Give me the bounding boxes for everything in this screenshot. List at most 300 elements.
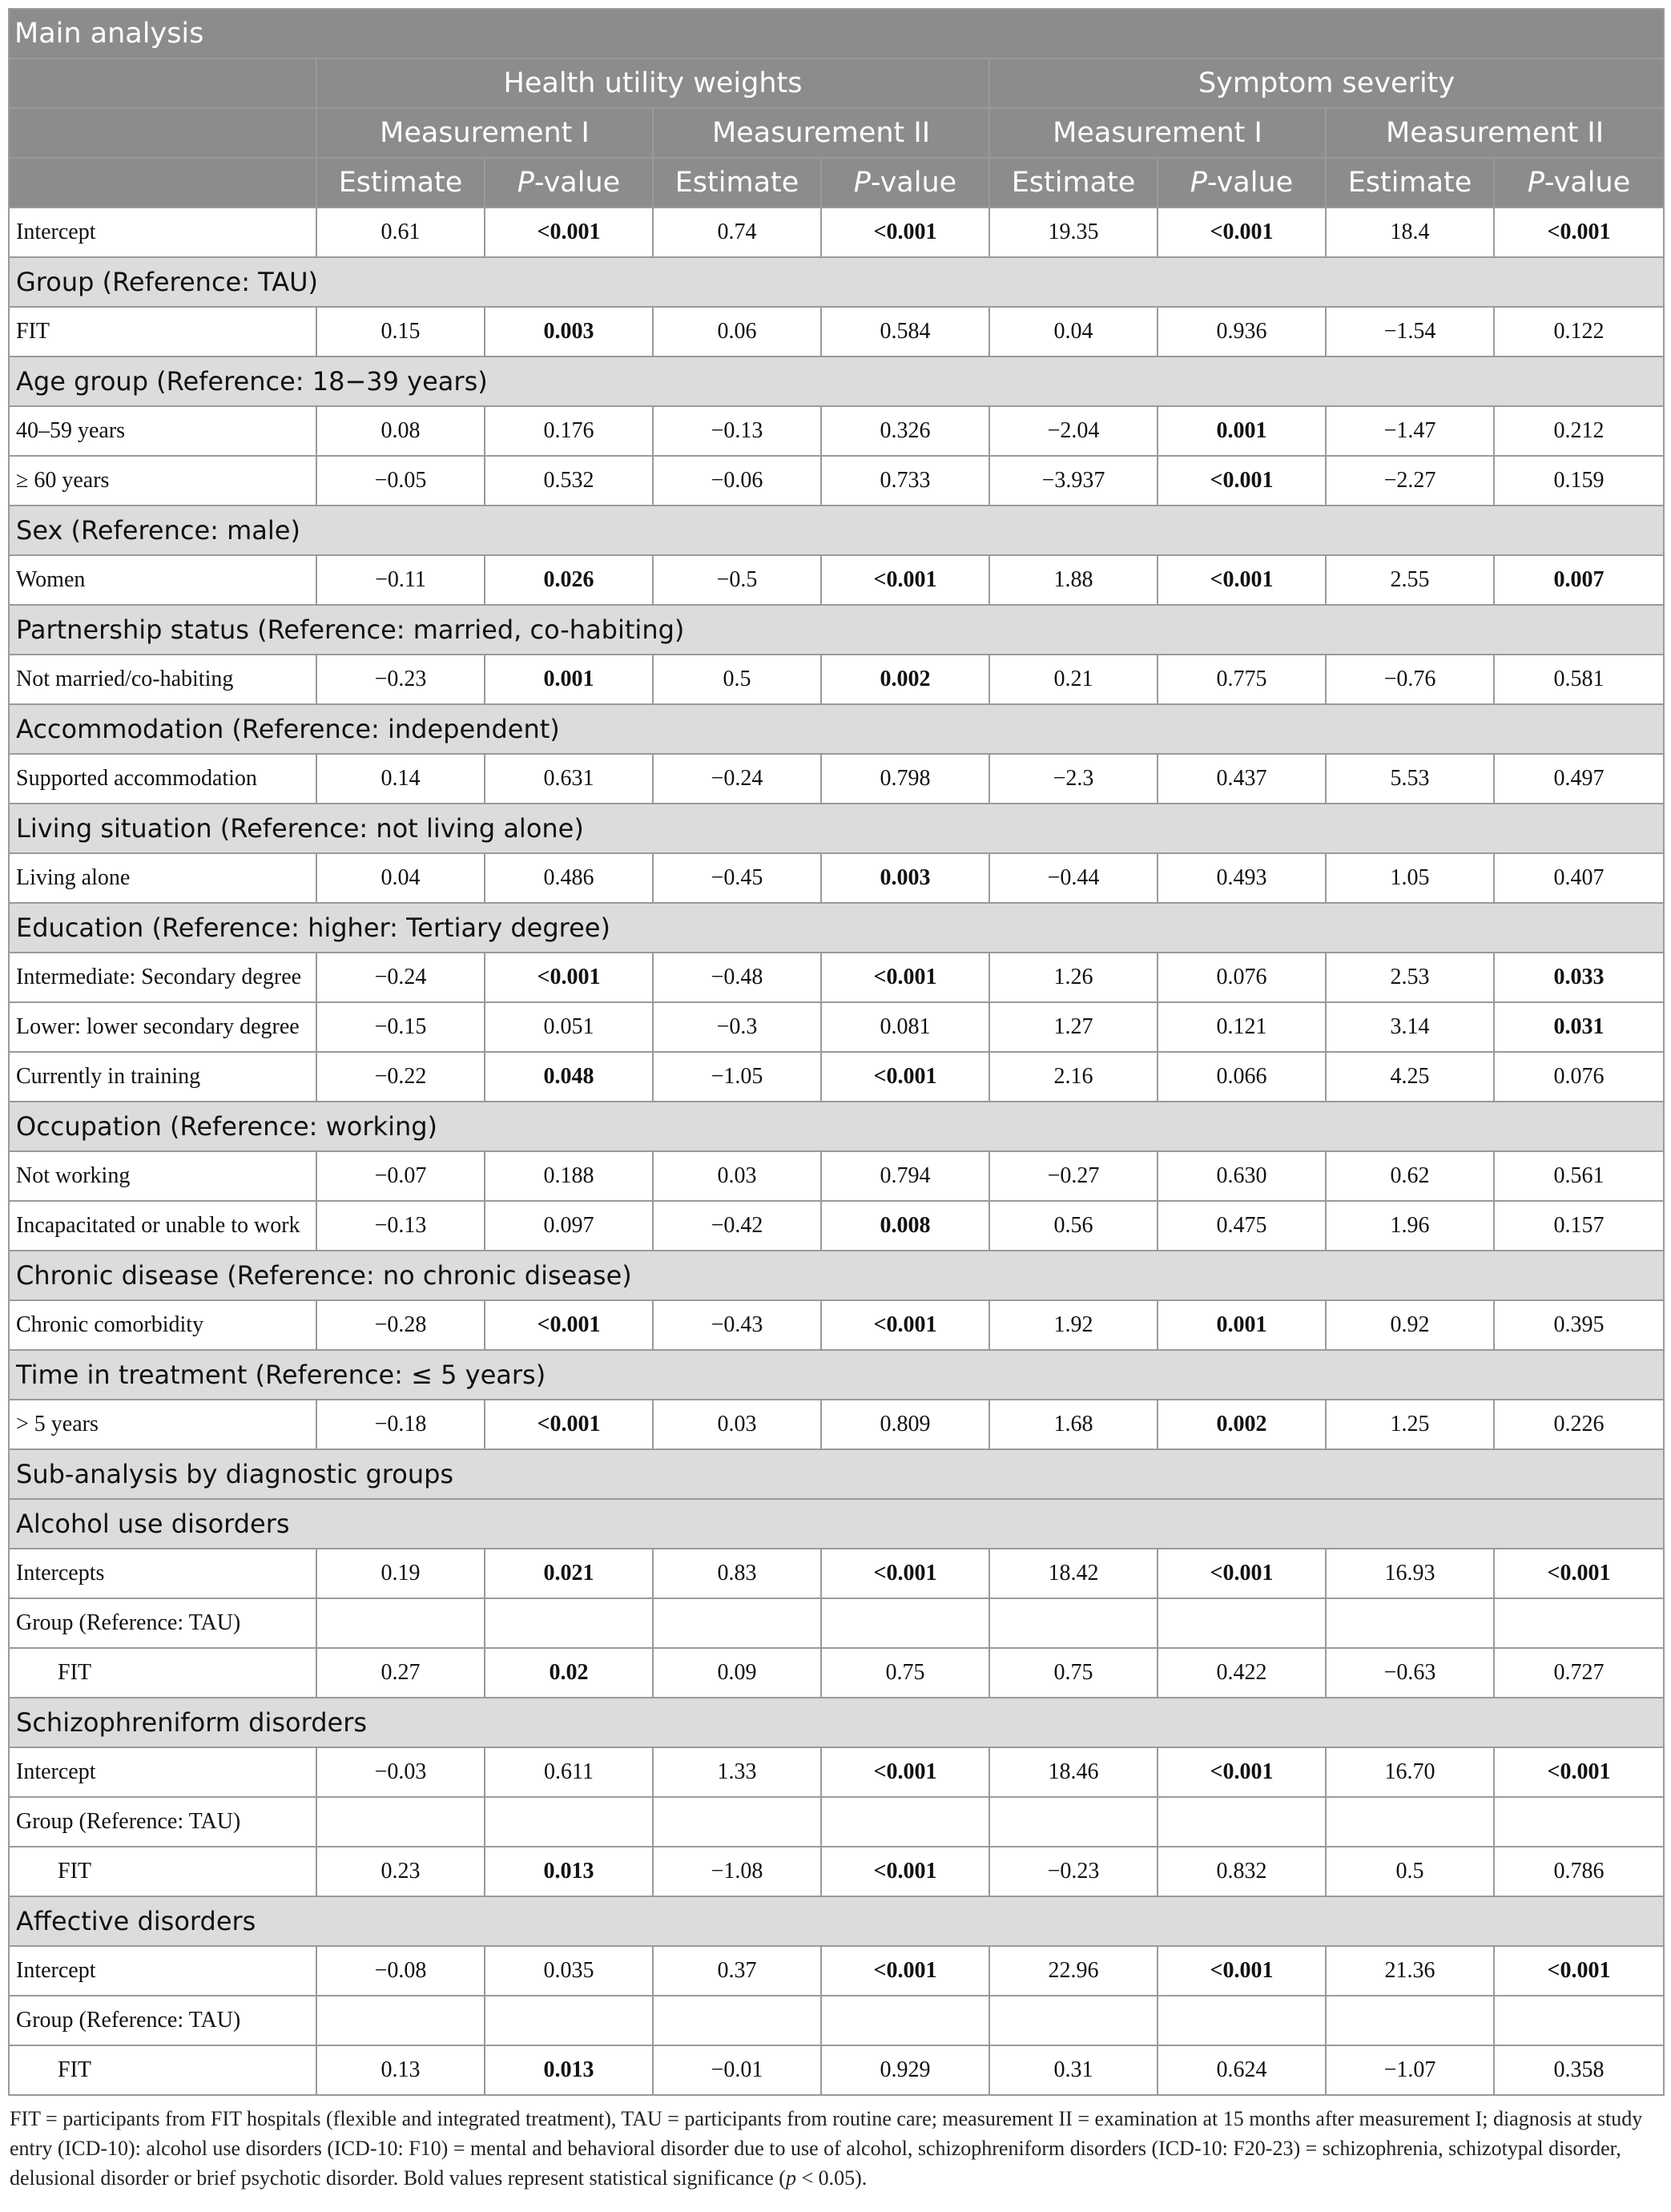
p-letter: P	[853, 167, 871, 199]
p-value-cell	[485, 1052, 653, 1102]
cell-value: −0.03	[374, 1759, 427, 1784]
cell-value: 0.21	[1053, 667, 1093, 691]
estimate-cell	[316, 1549, 485, 1598]
cell-value: −0.07	[374, 1163, 427, 1188]
cell-value: 0.775	[1216, 667, 1267, 691]
cell-value: 0.74	[717, 220, 757, 244]
estimate-cell	[1326, 456, 1494, 506]
measurement-header: Measurement II	[653, 108, 989, 158]
p-value-cell	[485, 853, 653, 903]
estimate-cell	[316, 1151, 485, 1201]
p-value-cell	[821, 2045, 989, 2095]
estimate-cell	[653, 1052, 821, 1102]
estimate-cell	[316, 1847, 485, 1896]
table-row	[9, 555, 1664, 605]
cell-value: 0.051	[543, 1014, 594, 1039]
estimate-cell	[1326, 1747, 1494, 1797]
p-value-cell	[485, 456, 653, 506]
table-row	[9, 456, 1664, 506]
significant-value: <0.001	[537, 1412, 601, 1436]
estimate-cell	[316, 1598, 485, 1648]
estimate-cell	[653, 1598, 821, 1648]
cell-value: 19.35	[1048, 220, 1099, 244]
p-value-cell	[485, 1598, 653, 1648]
p-suffix: -value	[1544, 167, 1631, 199]
cell-value: −1.08	[711, 1859, 763, 1884]
cell-value: 0.09	[717, 1660, 757, 1685]
significant-value: <0.001	[1210, 220, 1274, 244]
significant-value: 0.003	[543, 319, 594, 344]
estimate-cell	[989, 406, 1158, 456]
estimate-cell	[653, 1797, 821, 1847]
p-value-cell	[485, 1400, 653, 1449]
main-analysis-heading: Main analysis	[9, 9, 1664, 58]
section-label: Time in treatment (Reference: ≤ 5 years)	[9, 1350, 1664, 1400]
cell-value: 0.631	[543, 766, 594, 791]
row-label: Group (Reference: TAU)	[9, 1996, 316, 2045]
p-value-cell	[821, 1946, 989, 1996]
cell-value: 2.16	[1053, 1064, 1093, 1089]
estimate-cell	[989, 1996, 1158, 2045]
estimate-cell	[989, 1946, 1158, 1996]
cell-value: −0.23	[1047, 1859, 1100, 1884]
p-value-cell	[1158, 1996, 1326, 2045]
p-value-cell	[1494, 754, 1664, 804]
row-label: Intermediate: Secondary degree	[9, 953, 316, 1002]
table-row	[9, 1400, 1664, 1449]
cell-value: 3.14	[1390, 1014, 1430, 1039]
estimate-cell	[1326, 853, 1494, 903]
estimate-cell	[1326, 1201, 1494, 1251]
estimate-cell	[1326, 655, 1494, 704]
p-value-cell	[1494, 1201, 1664, 1251]
p-value-cell	[1158, 1797, 1326, 1847]
cell-value: 0.832	[1216, 1859, 1267, 1884]
estimate-cell	[989, 555, 1158, 605]
estimate-cell	[1326, 1946, 1494, 1996]
estimate-cell	[989, 1151, 1158, 1201]
cell-value: 18.42	[1048, 1561, 1099, 1585]
cell-value: 0.733	[880, 468, 931, 493]
p-value-cell	[1494, 1400, 1664, 1449]
significant-value: 0.001	[543, 667, 594, 691]
cell-value: 0.497	[1553, 766, 1605, 791]
estimate-cell	[1326, 406, 1494, 456]
estimate-cell	[989, 1747, 1158, 1797]
cell-value: −0.13	[711, 418, 763, 443]
cell-value: −0.22	[374, 1064, 427, 1089]
p-value-cell	[1494, 555, 1664, 605]
significant-value: <0.001	[873, 1859, 937, 1884]
estimate-cell	[653, 1201, 821, 1251]
cell-value: −0.44	[1047, 865, 1100, 890]
p-value-cell	[1158, 853, 1326, 903]
cell-value: −2.3	[1053, 766, 1094, 791]
cell-value: 0.936	[1216, 319, 1267, 344]
p-value-cell	[1158, 555, 1326, 605]
cell-value: 0.75	[1053, 1660, 1093, 1685]
section-label: Age group (Reference: 18−39 years)	[9, 357, 1664, 406]
cell-value: 0.122	[1553, 319, 1605, 344]
p-value-cell	[1494, 406, 1664, 456]
table-row	[9, 1946, 1664, 1996]
table-row	[9, 1201, 1664, 1251]
row-label: FIT	[9, 307, 316, 357]
row-label: ≥ 60 years	[9, 456, 316, 506]
p-value-cell	[1158, 406, 1326, 456]
p-value-header	[485, 158, 653, 208]
row-label: Supported accommodation	[9, 754, 316, 804]
p-value-cell	[485, 1201, 653, 1251]
header-row-title	[9, 9, 1664, 58]
p-value-cell	[1494, 1946, 1664, 1996]
section-label: Partnership status (Reference: married, co-habiting)	[9, 605, 1664, 655]
cell-value: 1.27	[1053, 1014, 1093, 1039]
estimate-header: Estimate	[316, 158, 485, 208]
p-value-cell	[1158, 1648, 1326, 1698]
p-value-cell	[821, 555, 989, 605]
row-label: > 5 years	[9, 1400, 316, 1449]
p-suffix: -value	[1206, 167, 1294, 199]
p-value-cell	[1158, 1151, 1326, 1201]
p-value-cell	[1494, 1797, 1664, 1847]
cell-value: 0.809	[880, 1412, 931, 1436]
cell-value: 0.066	[1216, 1064, 1267, 1089]
estimate-cell	[653, 1300, 821, 1350]
p-value-cell	[1158, 2045, 1326, 2095]
section-label: Group (Reference: TAU)	[9, 257, 1664, 307]
section-label: Affective disorders	[9, 1896, 1664, 1946]
cell-value: 0.5	[723, 667, 751, 691]
significant-value: <0.001	[1210, 1958, 1274, 1983]
cell-value: 0.75	[885, 1660, 925, 1685]
p-value-cell	[1494, 1598, 1664, 1648]
cell-value: 1.33	[717, 1759, 757, 1784]
estimate-cell	[989, 1400, 1158, 1449]
estimate-cell	[653, 456, 821, 506]
p-suffix: -value	[534, 167, 621, 199]
p-value-cell	[821, 754, 989, 804]
significant-value: 0.001	[1216, 418, 1267, 443]
significant-value: 0.031	[1553, 1014, 1605, 1039]
p-value-cell	[1158, 655, 1326, 704]
table-row	[9, 754, 1664, 804]
cell-value: 0.04	[381, 865, 421, 890]
measurement-header: Measurement I	[989, 108, 1326, 158]
cell-value: −0.15	[374, 1014, 427, 1039]
p-letter: P	[1190, 167, 1207, 199]
section-header-row	[9, 1350, 1664, 1400]
section-label: Alcohol use disorders	[9, 1499, 1664, 1549]
section-label: Chronic disease (Reference: no chronic disease)	[9, 1251, 1664, 1300]
significant-value: 0.02	[549, 1660, 589, 1685]
cell-value: 0.5	[1395, 1859, 1424, 1884]
p-value-cell	[821, 1151, 989, 1201]
estimate-cell	[989, 1201, 1158, 1251]
p-value-cell	[1158, 1201, 1326, 1251]
section-header-row	[9, 357, 1664, 406]
estimate-cell	[1326, 1549, 1494, 1598]
p-value-cell	[1494, 307, 1664, 357]
p-value-cell	[1494, 208, 1664, 257]
significant-value: <0.001	[873, 1064, 937, 1089]
cell-value: −0.24	[374, 965, 427, 989]
estimate-cell	[316, 1002, 485, 1052]
row-label: Not working	[9, 1151, 316, 1201]
p-value-cell	[1494, 1747, 1664, 1797]
table-row	[9, 655, 1664, 704]
row-label: FIT	[9, 2045, 316, 2095]
significant-value: <0.001	[873, 1312, 937, 1337]
cell-value: 0.19	[381, 1561, 421, 1585]
p-value-cell	[485, 1847, 653, 1896]
estimate-cell	[653, 406, 821, 456]
estimate-cell	[1326, 307, 1494, 357]
significant-value: <0.001	[873, 567, 937, 592]
estimate-cell	[316, 1648, 485, 1698]
estimate-cell	[316, 307, 485, 357]
row-label: FIT	[9, 1847, 316, 1896]
significant-value: <0.001	[873, 1958, 937, 1983]
estimate-cell	[316, 1747, 485, 1797]
estimate-cell	[316, 208, 485, 257]
cell-value: −3.937	[1041, 468, 1105, 493]
cell-value: −0.3	[716, 1014, 758, 1039]
p-value-cell	[485, 1300, 653, 1350]
p-value-cell	[485, 655, 653, 704]
estimate-cell	[653, 1549, 821, 1598]
estimate-cell	[653, 1151, 821, 1201]
p-value-cell	[821, 208, 989, 257]
p-value-cell	[1494, 1300, 1664, 1350]
significant-value: 0.008	[880, 1213, 931, 1238]
cell-value: 0.794	[880, 1163, 931, 1188]
p-value-cell	[1158, 1747, 1326, 1797]
cell-value: 0.407	[1553, 865, 1605, 890]
significant-value: <0.001	[1547, 1759, 1611, 1784]
section-header-row	[9, 1698, 1664, 1747]
estimate-cell	[989, 1549, 1158, 1598]
p-value-cell	[821, 1747, 989, 1797]
row-label: Women	[9, 555, 316, 605]
cell-value: 0.08	[381, 418, 421, 443]
section-label: Sub-analysis by diagnostic groups	[9, 1449, 1664, 1499]
cell-value: 0.422	[1216, 1660, 1267, 1685]
table-row	[9, 208, 1664, 257]
section-label: Occupation (Reference: working)	[9, 1102, 1664, 1151]
estimate-cell	[1326, 1400, 1494, 1449]
estimate-cell	[653, 1847, 821, 1896]
significant-value: <0.001	[1210, 1759, 1274, 1784]
cell-value: 0.37	[717, 1958, 757, 1983]
cell-value: −0.43	[711, 1312, 763, 1337]
significant-value: 0.013	[543, 1859, 594, 1884]
estimate-cell	[989, 1300, 1158, 1350]
table-row	[9, 1747, 1664, 1797]
p-letter: P	[1527, 167, 1544, 199]
p-value-cell	[485, 1648, 653, 1698]
cell-value: −0.05	[374, 468, 427, 493]
estimate-header: Estimate	[653, 158, 821, 208]
p-value-cell	[1158, 953, 1326, 1002]
estimate-cell	[1326, 1300, 1494, 1350]
section-header-row	[9, 506, 1664, 555]
cell-value: 0.212	[1553, 418, 1605, 443]
table-row	[9, 953, 1664, 1002]
row-label: Group (Reference: TAU)	[9, 1797, 316, 1847]
cell-value: 0.188	[543, 1163, 594, 1188]
cell-value: 1.92	[1053, 1312, 1093, 1337]
row-label: Currently in training	[9, 1052, 316, 1102]
estimate-cell	[653, 208, 821, 257]
cell-value: −0.18	[374, 1412, 427, 1436]
estimate-cell	[1326, 2045, 1494, 2095]
cell-value: 0.475	[1216, 1213, 1267, 1238]
p-value-cell	[1494, 1052, 1664, 1102]
significant-value: <0.001	[873, 965, 937, 989]
estimate-cell	[316, 555, 485, 605]
p-value-header	[1158, 158, 1326, 208]
cell-value: 0.326	[880, 418, 931, 443]
table-row	[9, 853, 1664, 903]
estimate-cell	[989, 1598, 1158, 1648]
cell-value: −0.08	[374, 1958, 427, 1983]
p-value-cell	[821, 1201, 989, 1251]
estimate-cell	[653, 1002, 821, 1052]
cell-value: 16.93	[1384, 1561, 1435, 1585]
table-row	[9, 1151, 1664, 1201]
cell-value: 18.46	[1048, 1759, 1099, 1784]
p-suffix: -value	[870, 167, 957, 199]
section-header-row	[9, 1102, 1664, 1151]
p-value-header	[821, 158, 989, 208]
estimate-header: Estimate	[1326, 158, 1494, 208]
cell-value: −2.27	[1383, 468, 1436, 493]
header-empty-cell	[9, 108, 316, 158]
cell-value: 0.31	[1053, 2057, 1093, 2082]
estimate-cell	[989, 1052, 1158, 1102]
p-value-cell	[485, 1747, 653, 1797]
cell-value: 0.929	[880, 2057, 931, 2082]
cell-value: −0.76	[1383, 667, 1436, 691]
p-value-cell	[485, 406, 653, 456]
section-label: Schizophreniform disorders	[9, 1698, 1664, 1747]
p-value-cell	[821, 456, 989, 506]
p-value-cell	[1494, 1549, 1664, 1598]
cell-value: −0.45	[711, 865, 763, 890]
p-value-cell	[821, 1797, 989, 1847]
estimate-cell	[989, 655, 1158, 704]
estimate-cell	[989, 1797, 1158, 1847]
p-value-cell	[1494, 1002, 1664, 1052]
cell-value: 0.03	[717, 1412, 757, 1436]
cell-value: 2.53	[1390, 965, 1430, 989]
cell-value: 2.55	[1390, 567, 1430, 592]
cell-value: −0.42	[711, 1213, 763, 1238]
footnote-text: FIT = participants from FIT hospitals (flexible and integrated treatment), TAU = participants from routine care; measurement II = examination at 15 months after measurement I; diagnosis at study entry (ICD-10): alcohol use disorders (ICD-10: F10) = mental and behavioral disorder due to use of alcohol, schizophreniform disorders (ICD-10: F20-23) = schizophrenia, schizotypal disorder, delusional disorder or brief psychotic disorder. Bold values represent statistical significance (	[10, 2107, 1643, 2190]
cell-value: 0.486	[543, 865, 594, 890]
estimate-cell	[316, 456, 485, 506]
p-value-cell	[1158, 1300, 1326, 1350]
p-value-cell	[821, 1847, 989, 1896]
cell-value: 1.68	[1053, 1412, 1093, 1436]
estimate-cell	[316, 953, 485, 1002]
cell-value: −0.27	[1047, 1163, 1100, 1188]
cell-value: 4.25	[1390, 1064, 1430, 1089]
p-value-cell	[821, 1598, 989, 1648]
p-value-cell	[821, 1996, 989, 2045]
estimate-cell	[989, 208, 1158, 257]
estimate-cell	[653, 1946, 821, 1996]
section-header-row	[9, 1499, 1664, 1549]
p-value-cell	[1158, 456, 1326, 506]
estimate-cell	[1326, 1847, 1494, 1896]
row-label: Chronic comorbidity	[9, 1300, 316, 1350]
cell-value: 0.611	[544, 1759, 594, 1784]
row-label: Lower: lower secondary degree	[9, 1002, 316, 1052]
p-value-cell	[1158, 208, 1326, 257]
p-value-cell	[485, 307, 653, 357]
estimate-cell	[989, 953, 1158, 1002]
row-label: FIT	[9, 1648, 316, 1698]
significant-value: <0.001	[873, 1561, 937, 1585]
significant-value: <0.001	[1210, 567, 1274, 592]
row-label: Not married/co-habiting	[9, 655, 316, 704]
p-value-cell	[821, 1002, 989, 1052]
estimate-cell	[653, 1747, 821, 1797]
header-row-columns	[9, 158, 1664, 208]
cell-value: 0.358	[1553, 2057, 1605, 2082]
estimate-cell	[989, 1002, 1158, 1052]
estimate-cell	[316, 655, 485, 704]
p-value-cell	[1158, 1002, 1326, 1052]
p-value-cell	[1494, 853, 1664, 903]
cell-value: 0.14	[381, 766, 421, 791]
cell-value: −0.63	[1383, 1660, 1436, 1685]
table-row	[9, 307, 1664, 357]
row-label: Intercept	[9, 1946, 316, 1996]
estimate-cell	[1326, 1996, 1494, 2045]
p-value-cell	[821, 1300, 989, 1350]
p-value-cell	[821, 1052, 989, 1102]
estimate-cell	[316, 1946, 485, 1996]
estimate-cell	[316, 853, 485, 903]
cell-value: −0.5	[716, 567, 758, 592]
p-value-cell	[1494, 1996, 1664, 2045]
estimate-cell	[316, 1300, 485, 1350]
cell-value: 0.56	[1053, 1213, 1093, 1238]
p-value-cell	[1158, 1946, 1326, 1996]
significant-value: 0.007	[1553, 567, 1605, 592]
significant-value: 0.013	[543, 2057, 594, 2082]
p-value-cell	[1158, 1549, 1326, 1598]
p-value-cell	[1158, 1847, 1326, 1896]
footnote-threshold: < 0.05).	[795, 2166, 868, 2190]
p-value-cell	[485, 1946, 653, 1996]
p-value-header	[1494, 158, 1664, 208]
cell-value: 0.27	[381, 1660, 421, 1685]
significant-value: <0.001	[537, 1312, 601, 1337]
estimate-cell	[1326, 1648, 1494, 1698]
p-value-cell	[1158, 307, 1326, 357]
cell-value: 0.62	[1390, 1163, 1430, 1188]
cell-value: 0.584	[880, 319, 931, 344]
p-value-cell	[1158, 1598, 1326, 1648]
header-empty-cell	[9, 158, 316, 208]
cell-value: 0.076	[1216, 965, 1267, 989]
p-value-cell	[1158, 1052, 1326, 1102]
row-label: Group (Reference: TAU)	[9, 1598, 316, 1648]
